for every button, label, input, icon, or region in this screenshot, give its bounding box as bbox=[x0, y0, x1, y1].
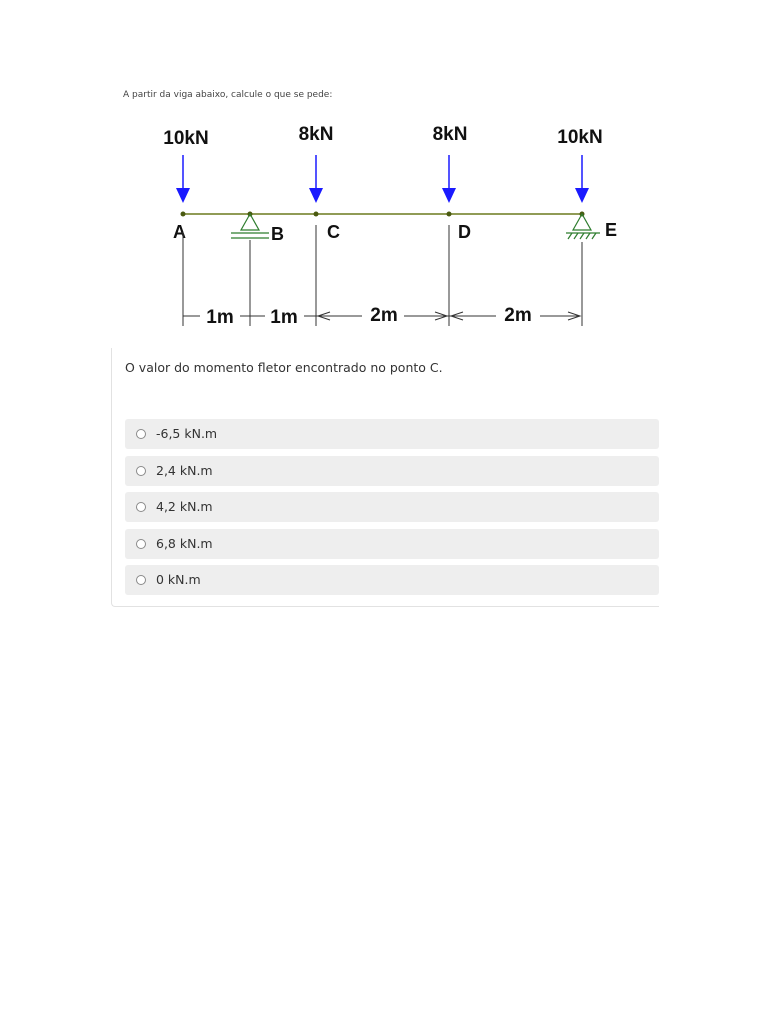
answer-option-5[interactable] bbox=[125, 565, 659, 595]
point-label-d: D bbox=[458, 222, 471, 242]
span-label-cd: 2m bbox=[370, 305, 398, 326]
load-arrow-d bbox=[442, 155, 456, 203]
load-label-e: 10kN bbox=[557, 127, 603, 148]
point-label-a: A bbox=[173, 222, 186, 242]
radio-button[interactable] bbox=[136, 429, 146, 439]
load-label-c: 8kN bbox=[298, 124, 334, 145]
span-label-de: 2m bbox=[504, 305, 532, 326]
answer-option-label: 4,2 kN.m bbox=[156, 499, 213, 514]
load-arrow-e bbox=[575, 155, 589, 203]
answer-option-label: -6,5 kN.m bbox=[156, 426, 218, 441]
question-text: O valor do momento fletor encontrado no ponto C. bbox=[125, 360, 443, 375]
answer-option-label: 6,8 kN.m bbox=[156, 536, 213, 551]
answer-option-2[interactable] bbox=[125, 456, 659, 486]
span-label-bc: 1m bbox=[270, 307, 298, 328]
answer-option-label: 2,4 kN.m bbox=[156, 463, 213, 478]
load-label-d: 8kN bbox=[432, 124, 468, 145]
load-arrow-a bbox=[176, 155, 190, 203]
radio-button[interactable] bbox=[136, 502, 146, 512]
answer-option-3[interactable] bbox=[125, 492, 659, 522]
pin-support-e bbox=[566, 214, 600, 239]
point-label-b: B bbox=[271, 224, 284, 244]
load-arrow-c bbox=[309, 155, 323, 203]
radio-button[interactable] bbox=[136, 575, 146, 585]
point-label-c: C bbox=[327, 222, 340, 242]
radio-button[interactable] bbox=[136, 466, 146, 476]
answer-option-4[interactable] bbox=[125, 529, 659, 559]
question-card bbox=[111, 348, 659, 607]
load-label-a: 10kN bbox=[163, 128, 209, 149]
roller-support-b bbox=[231, 214, 269, 238]
radio-button[interactable] bbox=[136, 539, 146, 549]
answer-option-label: 0 kN.m bbox=[156, 572, 201, 587]
intro-text: A partir da viga abaixo, calcule o que se pede: bbox=[123, 90, 333, 100]
answer-option-1[interactable] bbox=[125, 419, 659, 449]
span-label-ab: 1m bbox=[206, 307, 234, 328]
beam-diagram bbox=[0, 0, 768, 345]
point-label-e: E bbox=[605, 220, 618, 240]
